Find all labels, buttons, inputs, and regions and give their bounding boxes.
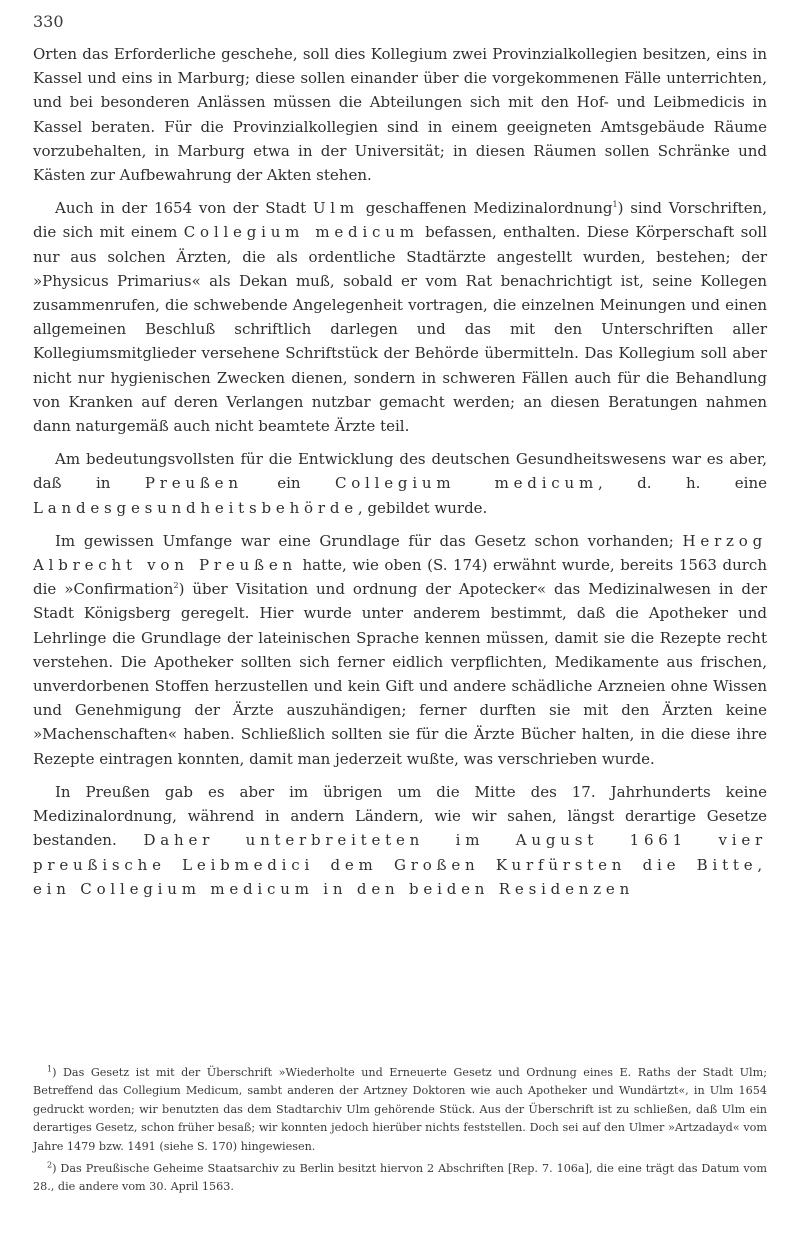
footnote-text: ) Das Preußische Geheime Staatsarchiv zu Berlin besitzt hiervon 2 Abschriften [Rep. 7. 106a], die eine trägt das Datum vom 28., die andere vom 30. April 1563. — [33, 1162, 767, 1194]
emphasis-collegium-medicum: Collegium medicum — [183, 223, 419, 242]
text-run: geschaffenen Medizinalordnung — [358, 199, 613, 218]
footnote-ref-2: 2 — [173, 581, 179, 591]
footnote-marker: 1 — [47, 1064, 53, 1074]
text-run: Am bedeutungsvollsten für die Entwicklung des deutschen Gesundheitswesens war es aber, daß in — [33, 450, 767, 493]
paragraph-4 — [33, 529, 767, 771]
emphasis-preussen: Preußen — [144, 474, 243, 493]
emphasis-herzog-albrecht: Herzog Albrecht von Preußen — [33, 531, 767, 575]
text-run: , d. h. eine — [598, 474, 767, 493]
paragraph-2 — [33, 196, 767, 438]
footnote-2 — [33, 1160, 767, 1197]
text-run: , gebildet wurde. — [357, 498, 488, 517]
emphasis-bitte: Daher unterbreiteten im August 1661 vier preußische Leibmedici dem Großen Kurfürsten die Bitte, ein Collegium medicum in den beiden Residenzen — [33, 831, 768, 898]
text-run: befassen, enthalten. Diese Körperschaft soll nur aus solchen Ärzten, die als ordentliche Stadtärzte angestellt wurden, bestehen; der »Physicus Primarius« als Dekan muß, sobald er vom Rat benachrichtigt ist, seine Kollegen zusammenrufen, die schwebende Angelegenheit vortragen, die einzelnen Meinungen und einen allgemeinen Beschluß schriftlich darlegen und das mit den Unterschriften aller Kollegiumsmitglieder versehene Schriftstück der Behörde übermitteln. Das Kollegium soll aber nicht nur hygienischen Zwecken dienen, sondern in schweren Fällen auch für die Behandlung von Kranken auf deren Verlangen nutzbar gemacht werden; an diesen Beratungen nahmen dann naturgemäß auch nicht beamtete Ärzte teil. — [33, 223, 767, 436]
footnote-text: ) Das Gesetz ist mit der Überschrift »Wiederholte und Erneuerte Gesetz und Ordnung eines E. Raths der Stadt Ulm; Betreffend das Collegium Medicum, sambt anderen der Artzney Doktoren wie auch Apotheker und Wundärtzt«, in Ulm 1654 gedruckt worden; wir benutzten das dem Stadtarchiv Ulm gehörende Stück. Aus der Überschrift ist zu schließen, daß Ulm ein derartiges Gesetz, schon früher besaß; wir konnten jedoch hierüber nichts feststellen. Doch sei auf den Ulmer »Artzadayd« vom Jahre 1479 bzw. 1491 (siehe S. 170) hingewiesen. — [33, 1066, 767, 1153]
text-run: Im gewissen Umfange war eine Grundlage für das Gesetz schon vorhanden; — [55, 531, 683, 550]
emphasis-collegium-medicum: Collegium medicum — [334, 474, 598, 493]
text-run: hatte, wie oben (S. 174) erwähnt wurde, bereits 1563 durch die »Confirmation — [33, 556, 767, 599]
emphasis-ulm: Ulm — [312, 199, 359, 218]
text-run: ) über Visitation und ordnung der Apotecker« das Medizinalwesen in der Stadt Königsberg geregelt. Hier wurde unter anderem bestimmt, daß die Apotheker und Lehrlinge die Grundlage der lateinischen Sprache kennen müssen, damit sie die Rezepte recht verstehen. Die Apotheker sollten sich ferner eidlich verpflichten, Medikamente aus frischen, unverdorbenen Stoffen herzustellen und kein Gift und andere schädliche Arzneien ohne Wissen und Genehmigung der Ärzte auszuhändigen; ferner durften sie mit den Ärzten keine »Machenschaften« haben. Schließlich sollten sie für die Ärzte Bücher halten, in die diese ihre Rezepte eintragen konnten, damit man jederzeit wußte, was verschrieben wurde. — [33, 580, 767, 768]
footnote-1 — [33, 1064, 767, 1156]
emphasis-landesgesundheitsbehoerde: Landesgesundheitsbehörde — [33, 498, 358, 517]
text-run: ein — [242, 474, 335, 493]
paragraph-3 — [33, 447, 767, 520]
text-run: ) sind Vorschriften, die sich mit einem — [33, 199, 767, 242]
text-run: In Preußen gab es aber im übrigen um die Mitte des 17. Jahrhunderts keine Medizinalordnung, während in andern Ländern, wie wir sahen, längst derartige Gesetze bestanden. — [33, 782, 767, 850]
footnotes — [33, 1064, 767, 1197]
footnote-marker: 2 — [47, 1160, 53, 1170]
text-run: Auch in der 1654 von der Stadt — [55, 199, 313, 218]
paragraph-1: Orten das Erforderliche geschehe, soll dies Kollegium zwei Provinzialkollegien besitzen, eins in Kassel und eins in Marburg; diese sollen einander über die vorgekommenen Fälle unterrichten, und bei besonderen Anlässen müssen die Abteilungen sich mit den Hof- und Leibmedicis in Kassel beraten. Für die Provinzialkollegien sind in einem geeigneten Amtsgebäude Räume vorzubehalten, in Marburg etwa in der Universität; in diesen Räumen sollen Schränke und Kästen zur Aufbewahrung der Akten stehen. — [33, 45, 767, 185]
page-body — [33, 42, 767, 901]
footnote-ref-1: 1 — [612, 200, 618, 210]
page-number: 330 — [33, 12, 64, 31]
paragraph-5 — [33, 780, 767, 901]
